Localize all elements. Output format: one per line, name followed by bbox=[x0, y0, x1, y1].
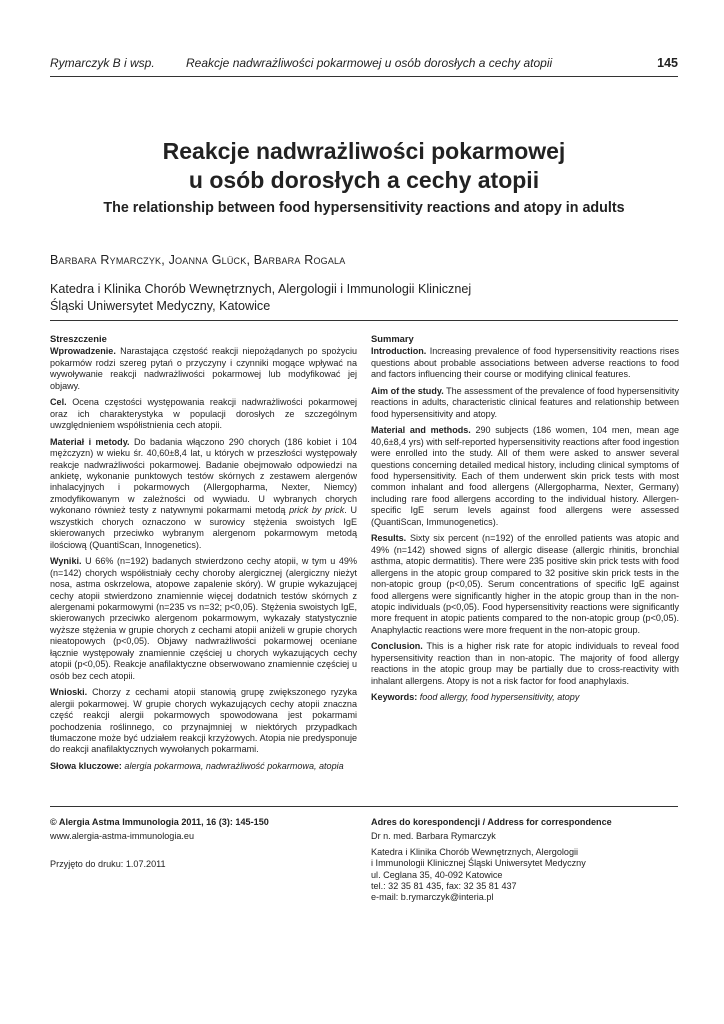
accepted-date: Przyjęto do druku: 1.07.2011 bbox=[50, 858, 166, 869]
conclusions-text: Chorzy z cechami atopii stanowią grupę zwiększonego ryzyka alergii pokarmowej. W grupie chorych wykazujących cechy atopii znaczna część reakcji alergii pokarmowych spowodowana jest pokarmami pochodzenia roślinnego, co przynajmniej w niektórych przypadkach tłumaczone może być udziałem reakcji krzyżowych. Atopia nie predysponuje do reakcji anafilaktycznych wywołanych pokarmami. bbox=[50, 687, 357, 755]
abstract-polish bbox=[50, 333, 357, 777]
running-head bbox=[50, 56, 678, 74]
affiliation bbox=[50, 281, 471, 314]
affiliation-line-2: Śląski Uniwersytet Medyczny, Katowice bbox=[50, 298, 271, 313]
abstract-english bbox=[371, 333, 679, 709]
keywords-text: food allergy, food hypersensitivity, atopy bbox=[419, 692, 580, 703]
results-text: Sixty six percent (n=192) of the enrolled patients was atopic and 49% (n=142) showed signs of allergic disease (allergic rhinitis, bronchial asthma, atopic dermatitis). There were 235 positive skin prick tests with food allergens in the atopic group compared to 32 positive skin prick tests in the non-atopic group (p<0,05). Serum concentrations of specific IgE against food allergens were significantly higher in the atopic group than in the non-atopic individuals (p<0,05). Food hypersensitivity reactions were significantly more frequent in atopic patients compared to the non-atopic group (p<0,05). Anaphylactic reactions were more frequent in the non-atopic group. bbox=[371, 533, 679, 635]
abstract-polish-aim bbox=[50, 397, 357, 431]
results-label: Results. bbox=[371, 533, 407, 544]
correspondence-heading: Adres do korespondencji / Address for correspondence bbox=[371, 817, 612, 827]
article-title-line-2: u osób dorosłych a cechy atopii bbox=[188, 167, 540, 193]
article-title-line-1: Reakcje nadwrażliwości pokarmowej bbox=[162, 138, 566, 164]
running-head-title: Reakcje nadwrażliwości pokarmowej u osób dorosłych a cechy atopii bbox=[186, 56, 553, 70]
abstract-polish-methods bbox=[50, 437, 357, 552]
abstract-polish-keywords bbox=[50, 761, 357, 772]
aim-label: Aim of the study. bbox=[371, 385, 444, 396]
conclusion-label: Conclusion. bbox=[371, 641, 423, 652]
keywords-text: alergia pokarmowa, nadwrażliwość pokarmowa, atopia bbox=[124, 760, 344, 771]
abstract-english-keywords bbox=[371, 692, 679, 703]
abstract-polish-conclusions bbox=[50, 687, 357, 756]
abstract-english-methods bbox=[371, 425, 679, 528]
copyright-line: © Alergia Astma Immunologia 2011, 16 (3): 145-150 bbox=[50, 817, 269, 827]
correspondence-name: Dr n. med. Barbara Rymarczyk bbox=[371, 831, 496, 842]
correspondence-phone: tel.: 32 35 81 435, fax: 32 35 81 437 bbox=[371, 881, 517, 892]
introduction-text: Increasing prevalence of food hypersensitivity reactions rises questions about probable associations between adverse reactions to food and factors influencing their course or modifying clinical features. bbox=[371, 346, 679, 380]
methods-text-continued: . U wszystkich chorych oznaczono w surowicy stężenia swoistych IgE skierowanych przeciwko wybranym alergenom pokarmowym metodą ilościową (QuantiScan, Innogenetics). bbox=[50, 505, 357, 550]
results-label: Wyniki. bbox=[50, 556, 82, 567]
abstract-polish-heading: Streszczenie bbox=[50, 333, 107, 344]
keywords-label: Słowa kluczowe: bbox=[50, 760, 122, 771]
journal-info bbox=[50, 817, 350, 870]
correspondence-address-line-3: ul. Ceglana 35, 40-092 Katowice bbox=[371, 869, 503, 880]
article-title-english: The relationship between food hypersensitivity reactions and atopy in adults bbox=[103, 200, 625, 216]
keywords-label: Keywords: bbox=[371, 692, 418, 703]
running-head-authors: Rymarczyk B i wsp. bbox=[50, 56, 155, 70]
correspondence-block bbox=[371, 817, 681, 904]
affiliation-rule bbox=[50, 320, 678, 321]
page-number: 145 bbox=[657, 56, 678, 70]
introduction-text: Narastająca częstość reakcji niepożądanych po spożyciu pokarmów rodzi szereg pytań o przyczyny i czynniki mogące wpływać na wywoływanie reakcji nadwrażliwości pokarmowej lub modyfikować jej objawy. bbox=[50, 346, 357, 391]
conclusion-text: This is a higher risk rate for atopic individuals to reveal food hypersensitivity reaction than in non-atopic. The majority of food allergy reactions in the atopic group may be partially due to cross-reactivity with inhalant allergens. Atopy is not a risk factor for food anaphylaxis. bbox=[371, 641, 679, 686]
aim-label: Cel. bbox=[50, 397, 67, 408]
methods-text: Do badania włączono 290 chorych (186 kobiet i 104 mężczyzn) w wieku śr. 40,60±8,4 lat, u których w przeszłości występowały reakcje nadwrażliwości pokarmowej. Badanie obejmowało odpowiedzi na ankietę, wykonanie punktowych testów skórnych z zestawem alergenów inhalacyjnych i pokarmowych (Allergopharma, Nexter, Niemcy) zmodyfikowanym w zależności od wywiadu. U wybranych chorych wykonano również testy z natywnymi pokarmami metodą bbox=[50, 436, 358, 516]
abstract-english-conclusion bbox=[371, 641, 679, 687]
methods-label: Material and methods. bbox=[371, 425, 471, 436]
methods-italic-term: prick by prick bbox=[289, 505, 345, 516]
abstract-english-results bbox=[371, 533, 679, 636]
aim-text: Ocena częstości występowania reakcji nadwrażliwości pokarmowej oraz ich charakterystyka w populacji dorosłych ze szczególnym uwzględnieniem współistnienia cech atopii. bbox=[50, 397, 357, 431]
results-text: U 66% (n=192) badanych stwierdzono cechy atopii, w tym u 49% (n=142) chorych współistniały cechy choroby alergicznej (alergiczny nieżyt nosa, astma oskrzelowa, atopowe zapalenie skóry). W grupie wykazującej cechy atopii stwierdzono znamiennie więcej dodatnich testów skórnych z alergenami pokarmowymi (n=235 vs n=32; p<0,05). Stężenia swoistych IgE, skierowanych przeciwko alergenom pokarmowym, wykazały statystycznie wyższe stężenia w grupie chorych z cechami atopii aniżeli w grupie chorych nieatopowych (p<0,05). Objawy nadwrażliwości pokarmowej oceniane łącznie występowały znamiennie częściej u chorych wykazujących cechy atopii (p<0,05). Reakcje anafilaktyczne obserwowano znamiennie częściej u osób bez cech atopii. bbox=[50, 556, 357, 681]
correspondence-address-line-2: i Immunologii Klinicznej Śląski Uniwersytet Medyczny bbox=[371, 858, 586, 869]
abstract-polish-results bbox=[50, 556, 357, 682]
correspondence-email[interactable]: e-mail: b.rymarczyk@interia.pl bbox=[371, 892, 494, 903]
abstract-english-introduction bbox=[371, 346, 679, 380]
footer-rule bbox=[50, 806, 678, 807]
methods-text: 290 subjects (186 women, 104 men, mean age 40,6±8,4 yrs) with self-reported hypersensitivity reactions after food ingestion were enrolled into the study. All of them were asked to answer several questions concerning detailed medical history, including clinical symptoms of food hypersensitivity. Each of them underwent skin prick tests with most common inhalant and food allergens (Allergopharma, Nexter, Germany) including rare food allergens according to the individual history. Allergen-specific IgE serum levels against food allergens were assessed (QuantiScan, Immunogenetics). bbox=[371, 425, 680, 527]
introduction-label: Introduction. bbox=[371, 346, 427, 357]
conclusions-label: Wnioski. bbox=[50, 687, 88, 698]
abstract-polish-introduction bbox=[50, 346, 357, 392]
abstract-english-aim bbox=[371, 386, 679, 420]
affiliation-line-1: Katedra i Klinika Chorób Wewnętrznych, Alergologii i Immunologii Klinicznej bbox=[50, 282, 472, 296]
introduction-label: Wprowadzenie. bbox=[50, 346, 116, 357]
methods-label: Materiał i metody. bbox=[50, 436, 130, 447]
header-rule bbox=[50, 76, 678, 77]
aim-text: The assessment of the prevalence of food hypersensitivity reactions in adults, characteristic clinical features and relationship between food hypersensitivity and atopy. bbox=[371, 385, 679, 419]
article-title bbox=[50, 137, 678, 195]
author-list: Barbara Rymarczyk, Joanna Glück, Barbara Rogala bbox=[50, 253, 346, 267]
correspondence-address-line-1: Katedra i Klinika Chorób Wewnętrznych, Alergologii bbox=[371, 846, 579, 857]
journal-website[interactable]: www.alergia-astma-immunologia.eu bbox=[50, 831, 195, 842]
abstract-english-heading: Summary bbox=[371, 333, 414, 344]
